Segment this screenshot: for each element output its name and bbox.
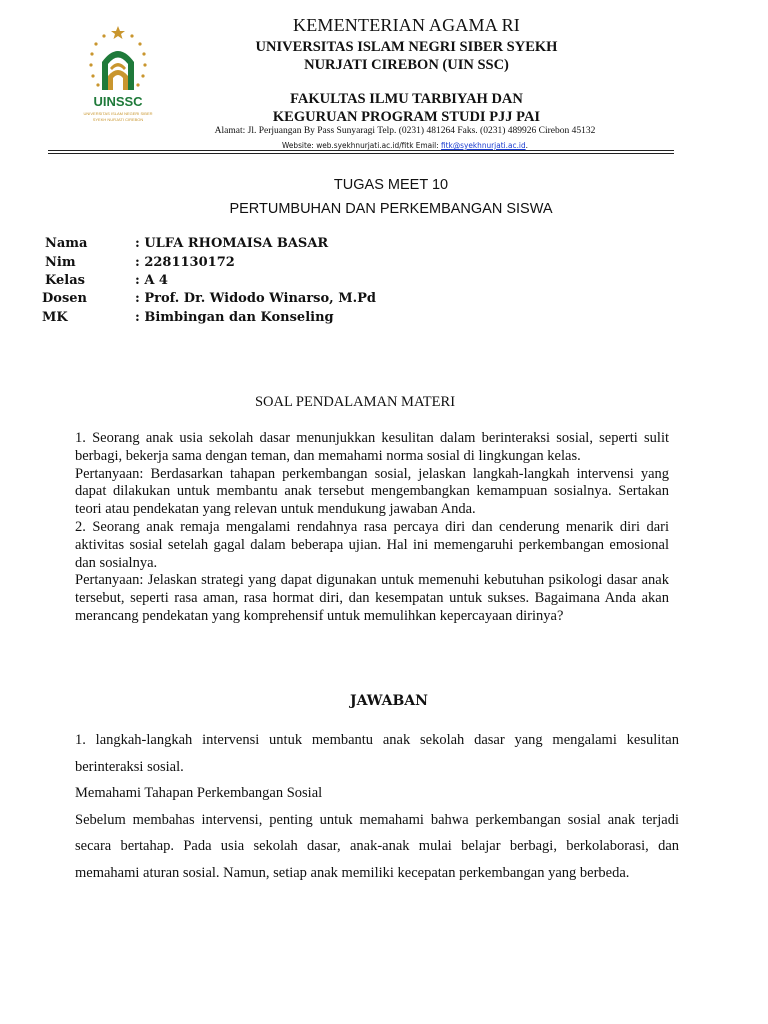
- mk-value: : Bimbingan dan Konseling: [135, 310, 334, 325]
- dosen-value: : Prof. Dr. Widodo Winarso, M.Pd: [135, 291, 376, 306]
- question-2-prompt: Pertanyaan: Jelaskan strategi yang dapat digunakan untuk memenuhi kebutuhan psikologi dasar anak tersebut, seperti rasa aman, rasa hormat diri, dan kesempatan untuk sukses. Bagaimana Anda akan merancang pendekatan yang komprehensif untuk memulihkan kepercayaan dirinya?: [75, 572, 669, 624]
- logo-wordmark: UINSSC: [93, 94, 143, 109]
- assignment-title: TUGAS MEET 10: [333, 177, 449, 193]
- ministry-name: KEMENTERIAN AGAMA RI: [293, 15, 520, 35]
- questions-heading: SOAL PENDALAMAN MATERI: [254, 394, 456, 410]
- question-1-prompt: Pertanyaan: Berdasarkan tahapan perkembangan sosial, jelaskan langkah-langkah intervensi yang dapat dilakukan untuk membantu anak tersebut mengembangkan kemampuan sosialnya. Sertakan teori atau pendekatan yang relevan untuk mendukung jawaban Anda.: [75, 465, 669, 518]
- nama-label: Nama: [45, 236, 88, 251]
- letterhead-divider-top: [48, 150, 674, 151]
- question-1: 1. Seorang anak usia sekolah dasar menunjukkan kesulitan dalam berinteraksi sosial, seperti sulit berbagi, bekerja sama dengan teman, dan memahami norma sosial di lingkungan kelas.: [75, 430, 669, 464]
- answers-heading: JAWABAN: [350, 693, 428, 709]
- university-name: UNIVERSITAS ISLAM NEGRI SIBER SYEKH NURJATI CIREBON (UIN SSC): [255, 39, 558, 73]
- dosen-label: Dosen: [42, 291, 87, 306]
- answers-body: [75, 727, 679, 887]
- website-line: [170, 141, 639, 150]
- mk-label: MK: [42, 310, 68, 325]
- kelas-label: Kelas: [45, 273, 85, 288]
- nim-value: : 2281130172: [135, 255, 235, 270]
- questions-body: [75, 430, 669, 626]
- assignment-subtitle: PERTUMBUHAN DAN PERKEMBANGAN SISWA: [229, 201, 553, 217]
- university-logo: [74, 24, 162, 128]
- letterhead-divider-bottom: [48, 153, 674, 154]
- faculty-name: FAKULTAS ILMU TARBIYAH DAN KEGURUAN PROGRAM STUDI PJJ PAI: [272, 91, 541, 125]
- logo-subtext-1: UNIVERSITAS ISLAM NEGERI SIBER: [83, 111, 153, 116]
- email-link[interactable]: fitk@syekhnurjati.ac.id: [441, 141, 526, 150]
- uinssc-emblem-icon: [74, 24, 162, 128]
- question-2: 2. Seorang anak remaja mengalami rendahnya rasa percaya diri dan cenderung menarik diri dari aktivitas sosial setelah gagal dalam beberapa ujian. Hal ini memengaruhi perkembangan emosional dan sosialnya.: [75, 518, 669, 571]
- address-line: Alamat: Jl. Perjuangan By Pass Sunyaragi Telp. (0231) 481264 Faks. (0231) 489926 Cirebon 45132: [214, 126, 596, 136]
- website-text: Website: web.syekhnurjati.ac.id/fitk Email:: [282, 141, 442, 150]
- logo-subtext-2: SYEKH NURJATI CIREBON: [92, 117, 144, 122]
- nim-label: Nim: [45, 255, 76, 270]
- website-suffix: .: [525, 141, 528, 150]
- kelas-value: : A 4: [135, 273, 168, 288]
- answer-paragraph: Sebelum membahas intervensi, penting untuk memahami bahwa perkembangan sosial anak terjadi secara bertahap. Pada usia sekolah dasar, anak-anak mulai belajar berbagi, berkolaborasi, dan memahami aturan sosial. Namun, setiap anak memiliki kecepatan perkembangan yang berbeda.: [75, 811, 679, 881]
- answer-subheading: Memahami Tahapan Perkembangan Sosial: [75, 785, 323, 802]
- answer-1-intro: 1. langkah-langkah intervensi untuk membantu anak sekolah dasar yang mengalami kesulitan berinteraksi sosial.: [75, 732, 679, 775]
- nama-value: : ULFA RHOMAISA BASAR: [135, 236, 329, 251]
